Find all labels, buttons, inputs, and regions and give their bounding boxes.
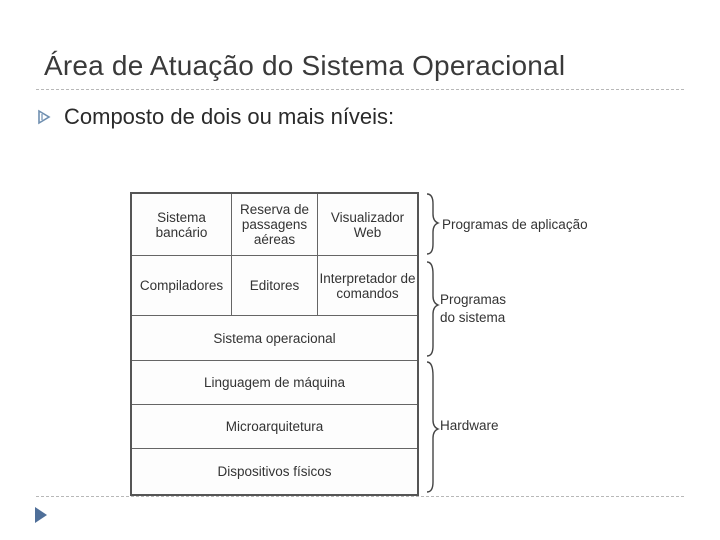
- brace-group: [423, 190, 443, 496]
- bullet-text: Composto de dois ou mais níveis:: [64, 104, 395, 129]
- cell-reserva-passagens: Reserva de passagens aéreas: [232, 194, 318, 256]
- slide-title: Área de Atuação do Sistema Operacional: [44, 50, 566, 81]
- brace-hardware: [427, 362, 438, 492]
- layer-microarquitetura: Microarquitetura: [132, 405, 417, 449]
- brace-sistema: [427, 262, 438, 356]
- cell-visualizador-web: Visualizador Web: [318, 194, 417, 256]
- brace-aplicacao: [427, 194, 438, 254]
- title-divider: [36, 89, 684, 90]
- bullet-arrow-icon: [38, 109, 52, 125]
- layer-linguagem-maquina: Linguagem de máquina: [132, 361, 417, 405]
- label-programas-aplicacao: Programas de aplicação: [442, 217, 588, 232]
- cell-interpretador-comandos: Interpretador de comandos: [318, 256, 417, 316]
- os-layers-figure: [118, 180, 618, 498]
- footer-divider: [36, 496, 684, 497]
- label-programas-sistema: Programas do sistema: [440, 292, 507, 325]
- nav-arrow-icon[interactable]: [34, 506, 48, 524]
- layer-dispositivos-fisicos: Dispositivos físicos: [217, 464, 332, 479]
- cell-compiladores: Compiladores: [132, 256, 232, 316]
- layers-diagram: [130, 192, 419, 496]
- layer-sistema-operacional: Sistema operacional: [132, 316, 417, 361]
- cell-editores: Editores: [232, 256, 318, 316]
- label-hardware: Hardware: [440, 418, 499, 433]
- cell-sistema-bancario: Sistema bancário: [132, 194, 232, 256]
- bullet-item: [38, 104, 394, 130]
